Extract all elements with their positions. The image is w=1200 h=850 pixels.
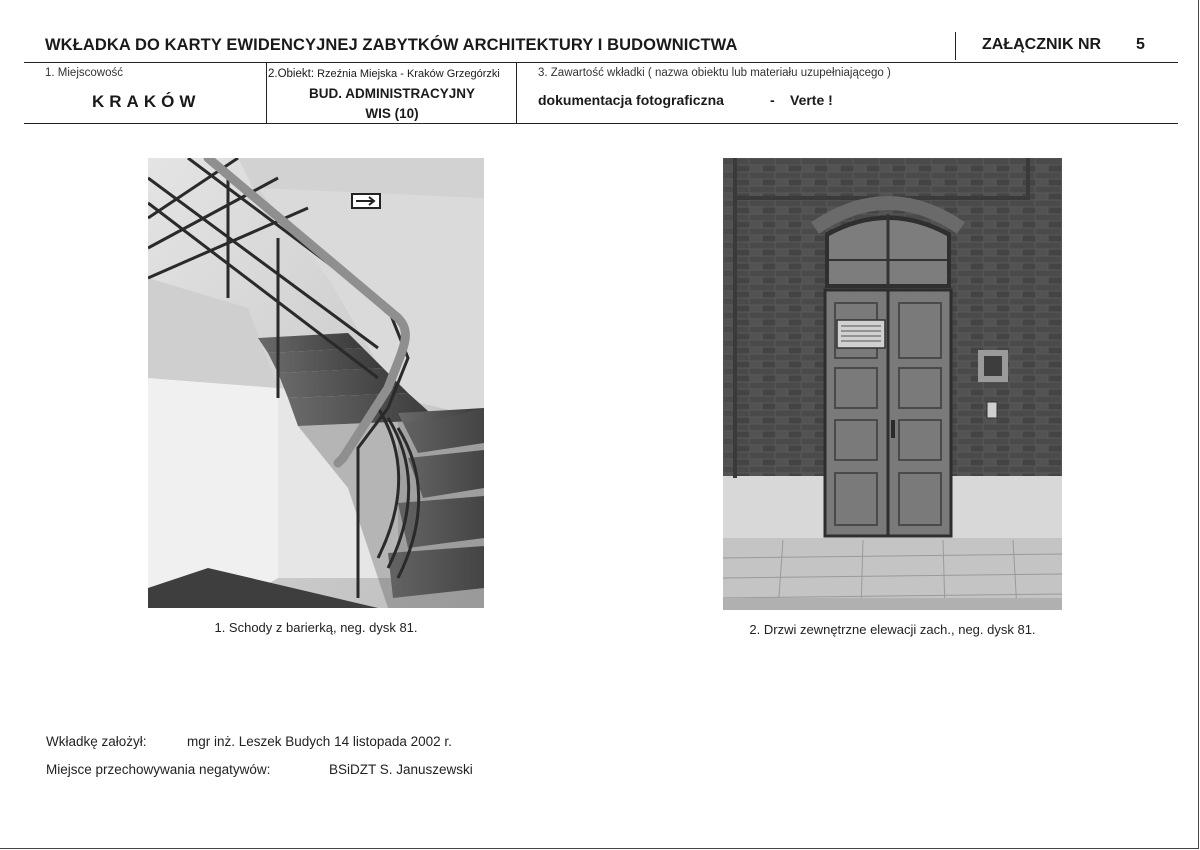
- header-rule-bottom: [24, 123, 1178, 124]
- photo-caption-2: 2. Drzwi zewnętrzne elewacji zach., neg. dysk 81.: [749, 622, 1036, 637]
- object-label: [268, 68, 500, 80]
- object-label-detail: Rzeźnia Miejska - Kraków Grzegórzki: [317, 68, 500, 80]
- object-value-line2: WIS (10): [365, 106, 419, 121]
- content-verte: Verte !: [790, 92, 833, 108]
- object-label-prefix: 2.Obiekt:: [268, 68, 315, 80]
- header-rule-top: [24, 62, 1178, 63]
- attachment-label: ZAŁĄCZNIK NR: [982, 36, 1102, 53]
- storage-value: BSiDZT S. Januszewski: [329, 762, 473, 777]
- form-title: WKŁADKA DO KARTY EWIDENCYJNEJ ZABYTKÓW ARCHITEKTURY I BUDOWNICTWA: [45, 36, 738, 54]
- title-divider: [955, 32, 956, 60]
- photo-caption-1: 1. Schody z barierką, neg. dysk 81.: [214, 620, 418, 635]
- content-label: 3. Zawartość wkładki ( nazwa obiektu lub materiału uzupełniającego ): [538, 67, 891, 79]
- storage-label: Miejsce przechowywania negatywów:: [46, 762, 271, 777]
- attachment-number: 5: [1136, 36, 1145, 53]
- author-value: mgr inż. Leszek Budych 14 listopada 2002 r.: [187, 734, 452, 749]
- column-divider-2: [516, 62, 517, 123]
- column-divider-1: [266, 62, 267, 123]
- door-photo: [723, 158, 1062, 610]
- author-label: Wkładkę założył:: [46, 734, 147, 749]
- object-value-line1: BUD. ADMINISTRACYJNY: [308, 86, 475, 101]
- content-value: dokumentacja fotograficzna: [538, 92, 724, 108]
- locality-value: KRAKÓW: [92, 92, 201, 111]
- content-dash: -: [770, 92, 775, 108]
- staircase-photo: [148, 158, 484, 608]
- locality-label: 1. Miejscowość: [45, 67, 123, 79]
